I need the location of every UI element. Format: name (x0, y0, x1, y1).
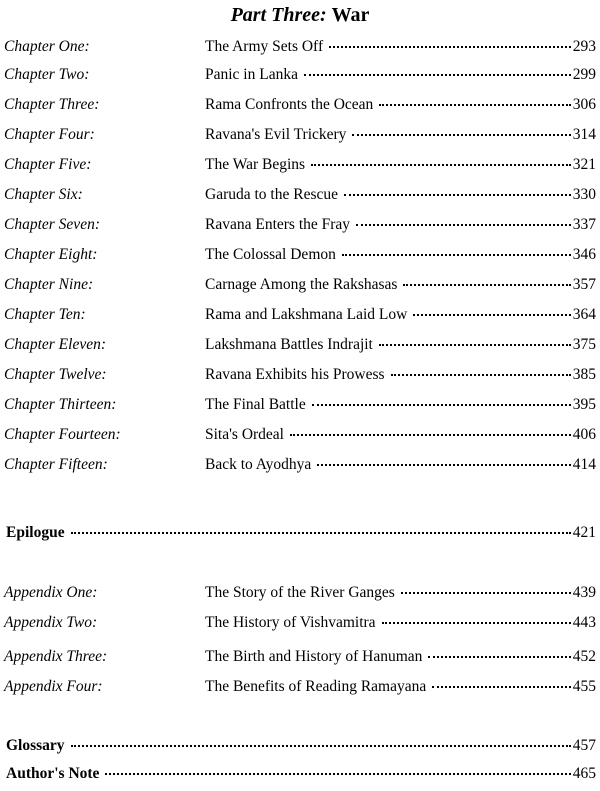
chapter-label: Chapter Eight: (4, 246, 98, 263)
dot-leader (317, 463, 571, 466)
chapter-label: Chapter Five: (4, 156, 92, 173)
chapter-label: Chapter Four: (4, 126, 95, 143)
chapter-label: Chapter Ten: (4, 306, 86, 323)
page-number: 346 (572, 246, 596, 263)
chapter-label: Chapter Nine: (4, 276, 94, 293)
toc-row[interactable] (0, 612, 600, 634)
page-number: 306 (572, 96, 596, 113)
page-number: 465 (572, 765, 596, 782)
page-number: 357 (572, 276, 596, 293)
chapter-title: Ravana Exhibits his Prowess (205, 366, 385, 383)
toc-row[interactable] (0, 36, 600, 58)
toc-row-glossary[interactable] (0, 735, 600, 757)
page-number: 395 (572, 396, 596, 413)
chapter-title: Rama and Lakshmana Laid Low (205, 306, 408, 323)
dot-leader (290, 433, 571, 436)
epilogue-title: Epilogue (6, 524, 65, 541)
dot-leader (391, 373, 571, 376)
toc-row[interactable] (0, 64, 600, 86)
page-number: 299 (572, 66, 596, 83)
toc-row[interactable] (0, 154, 600, 176)
chapter-title: Ravana Enters the Fray (205, 216, 351, 233)
chapter-label: Chapter Thirteen: (4, 396, 117, 413)
appendix-label: Appendix Three: (4, 648, 108, 665)
page-number: 385 (572, 366, 596, 383)
page-number: 330 (572, 186, 596, 203)
chapter-title: Rama Confronts the Ocean (205, 96, 374, 113)
page-number: 314 (572, 126, 596, 143)
page-number: 452 (572, 648, 596, 665)
page-number: 364 (572, 306, 596, 323)
toc-row[interactable] (0, 244, 600, 266)
appendix-title: The Story of the River Ganges (205, 584, 395, 601)
toc-row[interactable] (0, 646, 600, 668)
chapter-label: Chapter Seven: (4, 216, 100, 233)
dot-leader (382, 621, 571, 624)
toc-row[interactable] (0, 214, 600, 236)
page-number: 443 (572, 614, 596, 631)
chapter-title: Panic in Lanka (205, 66, 298, 83)
toc-row[interactable] (0, 184, 600, 206)
page-number: 439 (572, 584, 596, 601)
toc-row[interactable] (0, 304, 600, 326)
page-number: 321 (572, 156, 596, 173)
authors-note-title: Author's Note (6, 765, 100, 782)
chapter-title: Ravana's Evil Trickery (205, 126, 347, 143)
appendix-title: The Birth and History of Hanuman (205, 648, 423, 665)
page-number: 375 (572, 336, 596, 353)
dot-leader (329, 45, 571, 48)
page-number: 293 (572, 38, 596, 55)
page-number: 337 (572, 216, 596, 233)
appendix-title: The History of Vishvamitra (205, 614, 376, 631)
chapter-title: Garuda to the Rescue (205, 186, 338, 203)
chapter-title: Lakshmana Battles Indrajit (205, 336, 373, 353)
dot-leader (311, 163, 571, 166)
toc-row[interactable] (0, 94, 600, 116)
appendix-label: Appendix One: (4, 584, 98, 601)
dot-leader (413, 313, 570, 316)
dot-leader (71, 531, 571, 534)
chapter-title: Back to Ayodhya (205, 456, 312, 473)
page-number: 421 (572, 524, 596, 541)
dot-leader (105, 772, 570, 775)
chapter-label: Chapter Fifteen: (4, 456, 108, 473)
dot-leader (356, 223, 571, 226)
dot-leader (304, 73, 571, 76)
part-number: Part Three: (230, 4, 327, 26)
appendix-label: Appendix Four: (4, 678, 103, 695)
dot-leader (352, 133, 570, 136)
toc-row[interactable] (0, 676, 600, 698)
page-number: 455 (572, 678, 596, 695)
toc-row[interactable] (0, 424, 600, 446)
dot-leader (403, 283, 570, 286)
chapter-title: Carnage Among the Rakshasas (205, 276, 398, 293)
chapter-title: The Final Battle (205, 396, 306, 413)
chapter-title: The Army Sets Off (205, 38, 324, 55)
toc-row[interactable] (0, 582, 600, 604)
dot-leader (379, 103, 570, 106)
toc-row[interactable] (0, 124, 600, 146)
chapter-label: Chapter Three: (4, 96, 100, 113)
toc-row[interactable] (0, 334, 600, 356)
dot-leader (379, 343, 571, 346)
chapter-label: Chapter Fourteen: (4, 426, 121, 443)
dot-leader (401, 591, 571, 594)
chapter-label: Chapter Two: (4, 66, 90, 83)
chapter-label: Chapter Twelve: (4, 366, 107, 383)
chapter-title: The Colossal Demon (205, 246, 336, 263)
toc-row[interactable] (0, 454, 600, 476)
dot-leader (428, 655, 570, 658)
dot-leader (344, 193, 571, 196)
part-heading (0, 2, 600, 28)
chapter-title: Sita's Ordeal (205, 426, 284, 443)
chapter-label: Chapter Eleven: (4, 336, 107, 353)
dot-leader (432, 685, 571, 688)
toc-row[interactable] (0, 274, 600, 296)
dot-leader (342, 253, 571, 256)
glossary-title: Glossary (6, 737, 65, 754)
part-name: War (331, 4, 370, 26)
chapter-title: The War Begins (205, 156, 306, 173)
appendix-title: The Benefits of Reading Ramayana (205, 678, 427, 695)
dot-leader (71, 744, 571, 747)
toc-row[interactable] (0, 364, 600, 386)
toc-row[interactable] (0, 394, 600, 416)
page-number: 406 (572, 426, 596, 443)
chapter-label: Chapter Six: (4, 186, 83, 203)
page-number: 414 (572, 456, 596, 473)
chapter-label: Chapter One: (4, 38, 90, 55)
page-number: 457 (572, 737, 596, 754)
toc-row-authors-note[interactable] (0, 763, 600, 785)
appendix-label: Appendix Two: (4, 614, 98, 631)
toc-row-epilogue[interactable] (0, 522, 600, 544)
dot-leader (312, 403, 571, 406)
